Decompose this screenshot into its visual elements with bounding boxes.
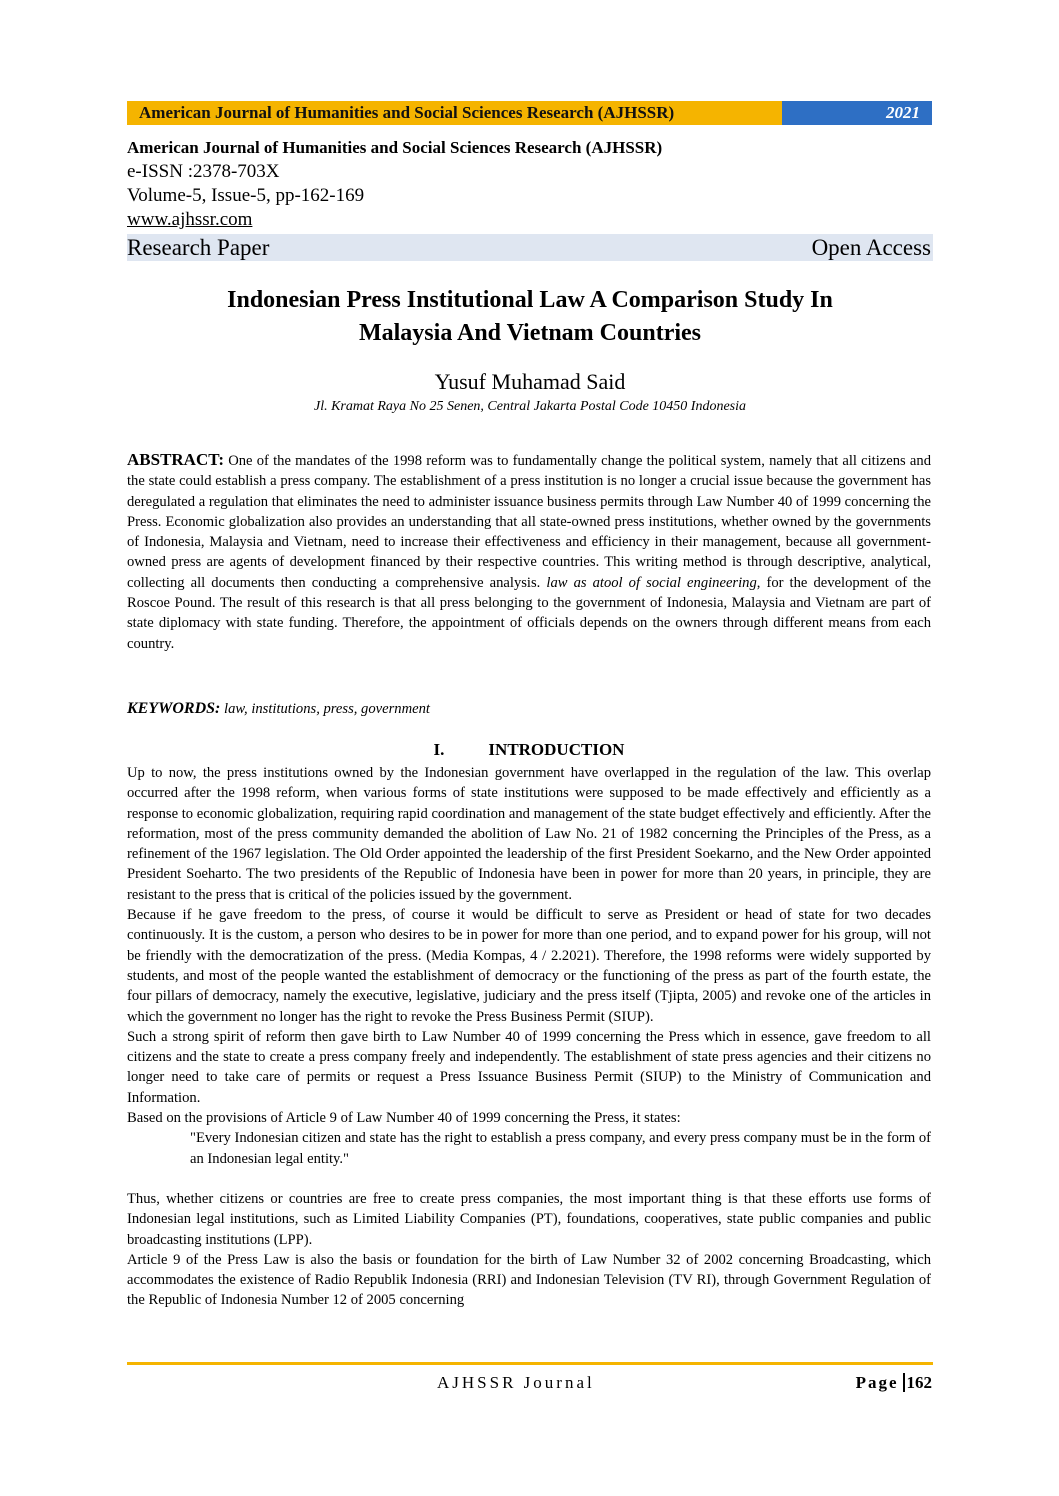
block-quote: "Every Indonesian citizen and state has the right to establish a press company, and every press company must be in the form of an Indonesian legal entity." (190, 1130, 931, 1167)
page-label: Page (855, 1373, 899, 1392)
keywords (127, 699, 931, 719)
journal-url-link[interactable]: www.ajhssr.com (127, 209, 253, 230)
footer-divider (127, 1362, 933, 1365)
footer-page (856, 1373, 932, 1393)
abstract (127, 450, 931, 654)
paragraph: Thus, whether citizens or countries are free to create press companies, the most important thing is that these efforts use forms of Indonesian legal institutions, such as Limited Liability Companies (PT), foundations, cooperatives, state public companies and public broadcasting institutions (LPP). (127, 1190, 931, 1248)
paragraph: Based on the provisions of Article 9 of Law Number 40 of 1999 concerning the Press, it states: (127, 1110, 681, 1127)
title-line-2: Malaysia And Vietnam Countries (358, 320, 702, 346)
journal-meta (127, 136, 933, 232)
paragraph: Up to now, the press institutions owned by the Indonesian government have overlapped in the regulation of the law. This overlap occurred after the 1998 reform, when various forms of state institutions were supposed to be made effectively and efficiently as a response to economic globalization, requiring rapid coordination and management of the state budget effectively and efficiently. After the reformation, most of the press community demanded the abolition of Law No. 21 of 1982 concerning the Principles of the Press, as a refinement of the 1967 legislation. The Old Order appointed the leadership of the first President Soekarno, and the New Order appointed President Soeharto. The two presidents of the Republic of Indonesia have been in power for more than 20 years, in principle, they are resistant to the press that is critical of the policies issued by the government. (127, 765, 931, 903)
paragraph: Such a strong spirit of reform then gave birth to Law Number 40 of 1999 concerning the Press which in essence, gave freedom to all citizens and the state to create a press company freely and independently. The establishment of state press agencies and their citizens no longer need to take care of permits or request a Press Issuance Business Permit (SIUP) to the Ministry of Communication and Information. (127, 1028, 931, 1106)
issn: e-ISSN :2378-703X (127, 161, 280, 182)
keywords-text: law, institutions, press, government (224, 701, 430, 717)
footer-journal: AJHSSR Journal (437, 1373, 595, 1392)
section-title: INTRODUCTION (488, 740, 625, 759)
author-name: Yusuf Muhamad Said (434, 369, 626, 394)
journal-name: American Journal of Humanities and Social Sciences Research (AJHSSR) (127, 138, 663, 157)
header-year: 2021 (782, 101, 932, 125)
abstract-text-2: , for the development of the Roscoe Pound. The result of this research is that all press belonging to the government of Indonesia, Malaysia and Vietnam are part of state diplomacy with state funding. Therefore, the appointment of officials depends on the owners through different means from each country. (127, 574, 931, 652)
paper-type: Research Paper (127, 235, 270, 260)
title-line-1: Indonesian Press Institutional Law A Comparison Study In (227, 287, 833, 313)
abstract-label: ABSTRACT: (127, 450, 224, 469)
header-journal: American Journal of Humanities and Social Sciences Research (AJHSSR) (127, 101, 782, 125)
spacer (127, 1169, 931, 1189)
paper-type-bar (127, 234, 933, 261)
paper-title (127, 284, 933, 350)
volume: Volume-5, Issue-5, pp-162-169 (127, 185, 365, 206)
access-type: Open Access (811, 235, 931, 260)
section-number: I. (433, 740, 445, 759)
abstract-text-1: One of the mandates of the 1998 reform was to fundamentally change the political system, namely that all citizens and the state could establish a press company. The establishment of a press institution is no longer a crucial issue because the government has deregulated a regulation that eliminates the need to administer issuance business permits through Law Number 40 of 1999 concerning the Press. Economic globalization also provides an understanding that all state-owned press institutions, whether owned by the governments of Indonesia, Malaysia and Vietnam, need to increase their effectiveness and efficiency in their management, because all government-owned press are agents of development financed by their respective countries. This writing method is through descriptive, analytical, collecting all documents then conducting a comprehensive analysis. (127, 453, 931, 591)
page-number: 162 (903, 1373, 933, 1392)
paragraph: Because if he gave freedom to the press, of course it would be difficult to serve as President or head of state for two decades continuously. It is the custom, a person who desires to be in power for more than one period, and to expand power for his group, will not be friendly with the democratization of the press. (Media Kompas, 4 / 2.2021). Therefore, the 1998 reforms were widely supported by students, and most of the people wanted the establishment of democracy or the functioning of the press as part of the fourth estate, the four pillars of democracy, namely the executive, legislative, judiciary and the press itself (Tjipta, 2005) and revoke one of the articles in which the government no longer has the right to revoke the Press Business Permit (SIUP). (127, 907, 931, 1025)
abstract-italic: law as atool of social engineering (546, 574, 757, 591)
section-heading (127, 738, 931, 762)
keywords-label: KEYWORDS: (127, 700, 221, 717)
body-text (127, 763, 931, 1311)
author-affiliation: Jl. Kramat Raya No 25 Senen, Central Jakarta Postal Code 10450 Indonesia (313, 399, 746, 414)
paragraph: Article 9 of the Press Law is also the basis or foundation for the birth of Law Number 32 of 2002 concerning Broadcasting, which accommodates the existence of Radio Republik Indonesia (RRI) and Indonesian Television (TV RI), through Government Regulation of the Republic of Indonesia Number 12 of 2005 concerning (127, 1251, 931, 1309)
running-header (127, 101, 932, 125)
